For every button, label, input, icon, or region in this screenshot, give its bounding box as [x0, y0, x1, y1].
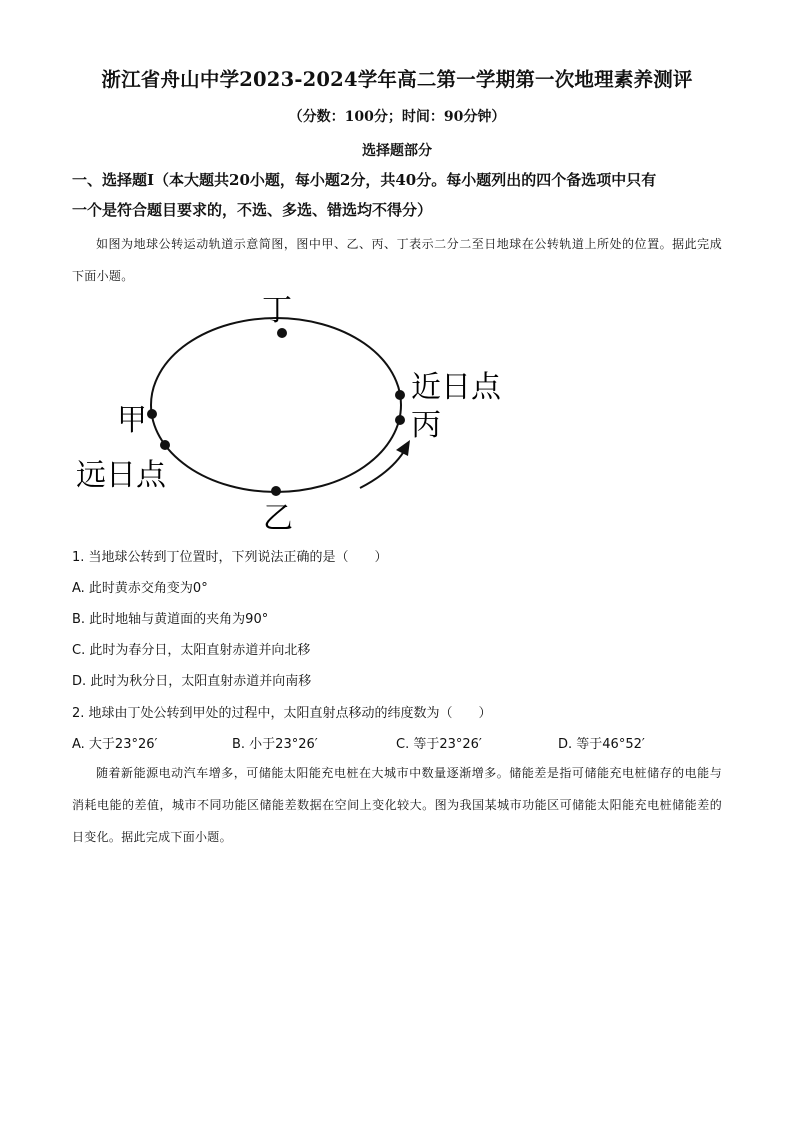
part-label: 选择题部分: [362, 143, 432, 159]
question-1-option-d: D. 此时为秋分日，太阳直射赤道并向南移: [72, 674, 312, 689]
direction-arrow: [360, 448, 406, 488]
label-ding: 丁: [262, 293, 292, 328]
intro-paragraph-2: 随着新能源电动汽车增多，可储能太阳能充电桩在大城市中数量逐渐增多。储能差是指可储能充电桩储存的电能与消耗电能的差值，城市不同功能区储能差数据在空间上变化较大。图为我国某城市功能区可储能太阳能充电桩储能差的日变化。据此完成下面小题。: [72, 766, 722, 844]
page-title: 浙江省舟山中学2023-2024学年高二第一学期第一次地理素养测评: [101, 68, 693, 91]
question-2-option-a: A. 大于23°26′: [72, 737, 158, 752]
section-heading-line-2: 一个是符合题目要求的，不选、多选、错选均不得分）: [72, 201, 433, 219]
point-aphelion: [160, 440, 170, 450]
label-jia: 甲: [117, 403, 147, 438]
exam-info: （分数：100分；时间：90分钟）: [288, 109, 506, 125]
section-heading-line-1: 一、选择题Ⅰ（本大题共20小题，每小题2分，共40分。每小题列出的四个备选项中只有: [72, 171, 657, 189]
question-2-option-c: C. 等于23°26′: [396, 737, 482, 752]
point-perihelion: [395, 390, 405, 400]
label-yi: 乙: [263, 501, 293, 530]
point-ding: [277, 328, 287, 338]
orbit-ellipse: [151, 318, 401, 492]
question-2-stem: 2. 地球由丁处公转到甲处的过程中，太阳直射点移动的纬度数为（ ）: [72, 706, 492, 721]
question-1-option-b: B. 此时地轴与黄道面的夹角为90°: [72, 612, 269, 627]
label-bing: 丙: [411, 408, 441, 443]
question-2-option-d: D. 等于46°52′: [558, 737, 645, 752]
orbit-diagram: [0, 290, 794, 530]
question-1-option-a: A. 此时黄赤交角变为0°: [72, 581, 208, 596]
point-jia: [147, 409, 157, 419]
point-yi: [271, 486, 281, 496]
question-1-stem: 1. 当地球公转到丁位置时，下列说法正确的是（ ）: [72, 550, 388, 565]
intro-paragraph-1: 如图为地球公转运动轨道示意简图，图中甲、乙、丙、丁表示二分二至日地球在公转轨道上所处的位置。据此完成下面小题。: [72, 237, 722, 283]
point-bing: [395, 415, 405, 425]
question-1-option-c: C. 此时为春分日，太阳直射赤道并向北移: [72, 643, 311, 658]
label-aphelion: 远日点: [76, 458, 166, 493]
question-2-option-b: B. 小于23°26′: [232, 737, 318, 752]
label-perihelion: 近日点: [411, 370, 501, 405]
